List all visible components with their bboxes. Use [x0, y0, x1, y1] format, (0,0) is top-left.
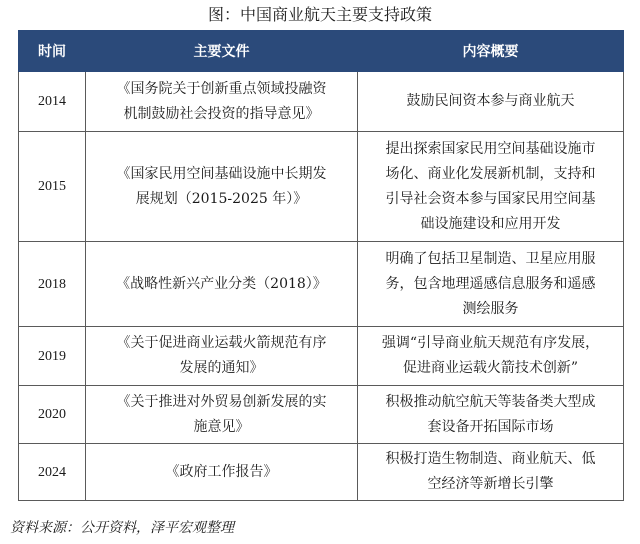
document-cell: [86, 132, 358, 242]
summary-cell: [358, 132, 624, 242]
column-header-document: 主要文件: [86, 31, 358, 72]
summary-line: 促进商业运载火箭技术创新”: [402, 360, 579, 376]
document-cell: [86, 327, 358, 386]
year-cell: 2019: [19, 327, 86, 386]
table-row: [19, 242, 624, 327]
summary-line: 础设施建设和应用开发: [420, 215, 561, 232]
document-line: 机制鼓励社会投资的指导意见》: [123, 105, 320, 122]
column-header-time: 时间: [19, 31, 86, 72]
document-line: 《关于推进对外贸易创新发展的实: [116, 393, 327, 410]
document-line: 《国家民用空间基础设施中长期发: [116, 165, 327, 182]
table-row: [19, 72, 624, 132]
document-line: 《战略性新兴产业分类（2018）》: [116, 275, 327, 292]
year-cell: 2024: [19, 444, 86, 501]
document-line: 《关于促进商业运载火箭规范有序: [116, 335, 327, 351]
table-row: [19, 132, 624, 242]
table-row: [19, 327, 624, 386]
source-note: 资料来源：公开资料，泽平宏观整理: [10, 520, 234, 536]
summary-cell: [358, 72, 624, 132]
summary-line: 空经济等新增长引擎: [427, 476, 554, 492]
table-row: [19, 386, 624, 444]
document-line: 《国务院关于创新重点领域投融资: [116, 80, 327, 97]
document-cell: [86, 444, 358, 501]
figure-title: 图：中国商业航天主要支持政策: [207, 5, 432, 24]
document-cell: [86, 386, 358, 444]
table-header-row: [19, 31, 624, 72]
table-row: [19, 444, 624, 501]
summary-line: 场化、商业化发展新机制，支持和: [385, 165, 596, 182]
column-header-summary: 内容概要: [358, 31, 624, 72]
year-cell: 2020: [19, 386, 86, 444]
summary-line: 套设备开拓国际市场: [427, 418, 554, 435]
document-line: 发展的通知》: [179, 360, 264, 376]
summary-line: 鼓励民间资本参与商业航天: [406, 93, 575, 109]
document-cell: [86, 242, 358, 327]
summary-line: 明确了包括卫星制造、卫星应用服: [385, 250, 596, 267]
document-line: 展规划（2015-2025 年）》: [135, 190, 308, 207]
summary-cell: [358, 386, 624, 444]
document-line: 施意见》: [193, 418, 250, 435]
summary-line: 强调“引导商业航天规范有序发展，: [381, 335, 600, 351]
summary-cell: [358, 444, 624, 501]
year-cell: 2018: [19, 242, 86, 327]
summary-line: 务，包含地理遥感信息服务和遥感: [385, 275, 596, 292]
document-cell: [86, 72, 358, 132]
summary-line: 积极推动航空航天等装备类大型成: [385, 393, 596, 410]
table-body: [19, 72, 624, 501]
summary-line: 测绘服务: [462, 300, 519, 317]
document-line: 《政府工作报告》: [165, 463, 278, 480]
policy-table: [18, 30, 624, 501]
year-cell: 2014: [19, 72, 86, 132]
summary-line: 提出探索国家民用空间基础设施市: [385, 140, 596, 157]
year-cell: 2015: [19, 132, 86, 242]
summary-line: 积极打造生物制造、商业航天、低: [385, 451, 596, 467]
summary-cell: [358, 327, 624, 386]
summary-cell: [358, 242, 624, 327]
summary-line: 引导社会资本参与国家民用空间基: [385, 190, 596, 207]
